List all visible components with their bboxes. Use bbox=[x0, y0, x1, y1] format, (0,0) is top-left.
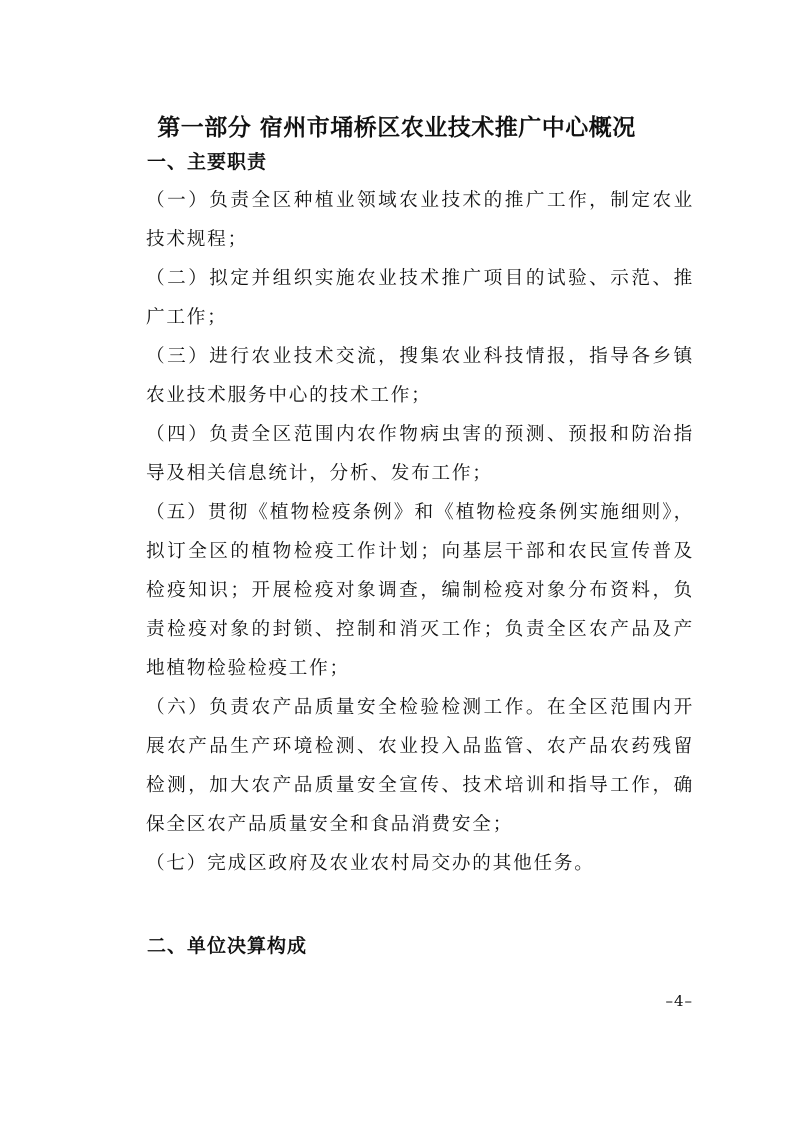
paragraph-1: （一）负责全区种植业领域农业技术的推广工作，制定农业技术规程； bbox=[146, 190, 694, 250]
page-title: 第一部分 宿州市埇桥区农业技术推广中心概况 bbox=[157, 115, 636, 141]
paragraph-7: （七）完成区政府及农业农村局交办的其他任务。 bbox=[146, 853, 595, 874]
paragraph-4: （四）负责全区范围内农作物病虫害的预测、预报和防治指导及相关信息统计，分析、发布工作； bbox=[146, 424, 694, 484]
paragraph-3: （三）进行农业技术交流，搜集农业科技情报，指导各乡镇农业技术服务中心的技术工作； bbox=[146, 346, 694, 406]
paragraph-6: （六）负责农产品质量安全检验检测工作。在全区范围内开展农产品生产环境检测、农业投入品监管、农产品农药残留检测，加大农产品质量安全宣传、技术培训和指导工作，确保全区农产品质量安全和食品消费安全； bbox=[146, 697, 694, 835]
paragraph-5: （五）贯彻《植物检疫条例》和《植物检疫条例实施细则》，拟订全区的植物检疫工作计划；向基层干部和农民宣传普及检疫知识；开展检疫对象调查，编制检疫对象分布资料，负责检疫对象的封锁、控制和消灭工作；负责全区农产品及产地植物检验检疫工作； bbox=[146, 502, 694, 679]
paragraph-2: （二）拟定并组织实施农业技术推广项目的试验、示范、推广工作； bbox=[146, 268, 694, 328]
section-heading-responsibilities: 一、主要职责 bbox=[147, 151, 268, 173]
responsibilities-body bbox=[146, 181, 694, 883]
page-number: –4– bbox=[665, 992, 693, 1010]
section-heading-composition: 二、单位决算构成 bbox=[147, 935, 308, 957]
